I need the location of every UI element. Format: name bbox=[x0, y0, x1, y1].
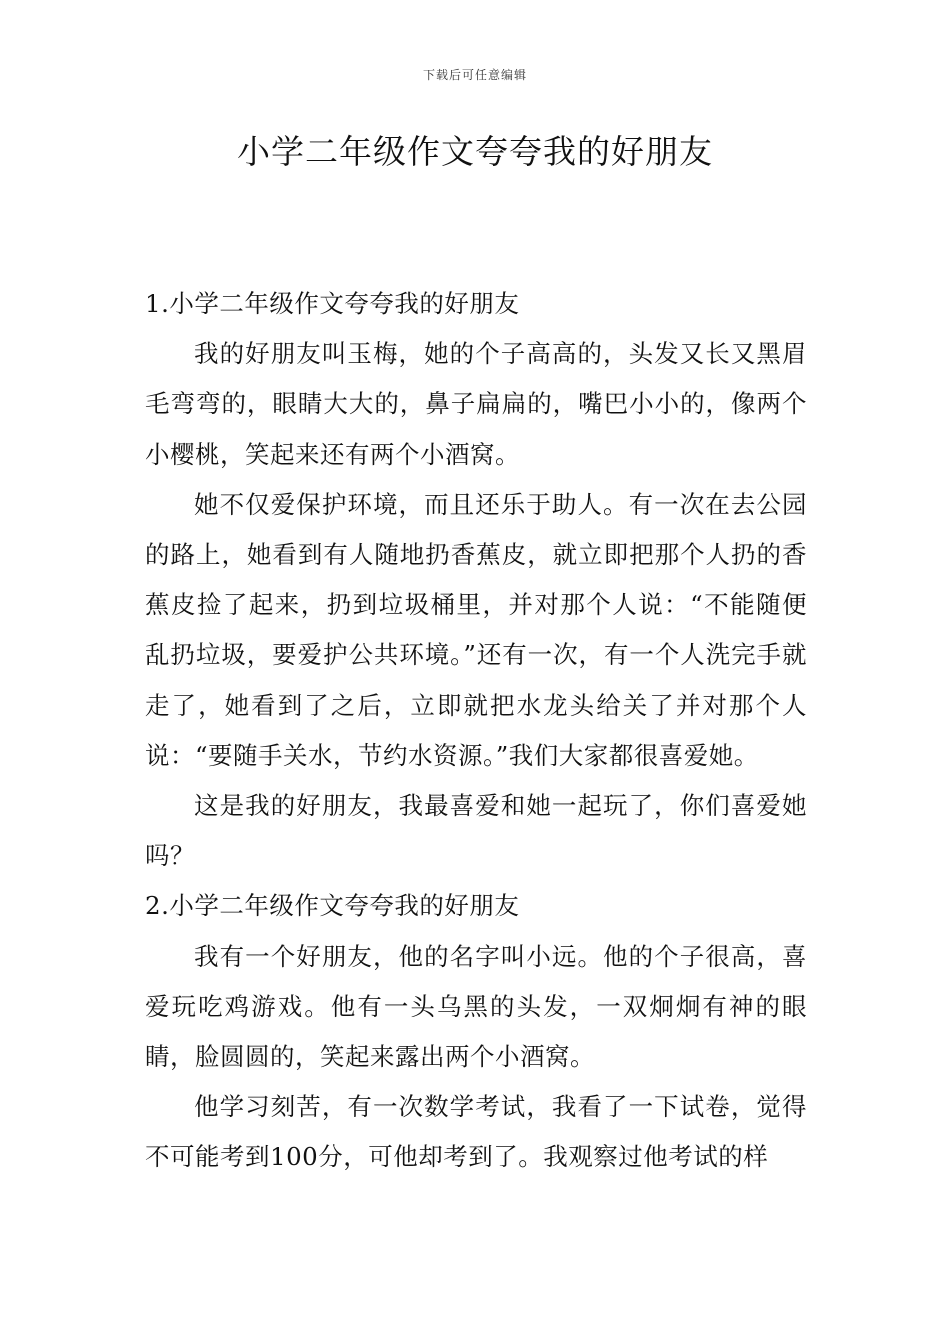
header-note: 下载后可任意编辑 bbox=[422, 68, 527, 82]
paragraph: 他学习刻苦，有一次数学考试，我看了一下试卷，觉得不可能考到100分，可他却考到了。我观察过他考试的样 bbox=[145, 1092, 807, 1172]
document-title: 小学二年级作文夸夸我的好朋友 bbox=[237, 132, 713, 171]
paragraph: 我有一个好朋友，他的名字叫小远。他的个子很高，喜爱玩吃鸡游戏。他有一头乌黑的头发，一双炯炯有神的眼睛，脸圆圆的，笑起来露出两个小酒窝。 bbox=[145, 941, 807, 1072]
paragraph: 我的好朋友叫玉梅，她的个子高高的，头发又长又黑眉毛弯弯的，眼睛大大的，鼻子扁扁的，嘴巴小小的，像两个小樱桃，笑起来还有两个小酒窝。 bbox=[145, 339, 807, 469]
paragraph: 这是我的好朋友，我最喜爱和她一起玩了，你们喜爱她吗？ bbox=[145, 791, 807, 871]
paragraph: 她不仅爱保护环境，而且还乐于助人。有一次在去公园的路上，她看到有人随地扔香蕉皮，就立即把那个人扔的香蕉皮捡了起来，扔到垃圾桶里，并对那个人说：“不能随便乱扔垃圾，要爱护公共环境。”还有一次，有一个人洗完手就走了，她看到了之后，立即就把水龙头给关了并对那个人说：“要随手关水，节约水资源。”我们大家都很喜爱她。 bbox=[145, 489, 807, 770]
section-heading: 1.小学二年级作文夸夸我的好朋友 bbox=[145, 289, 520, 318]
section-heading: 2.小学二年级作文夸夸我的好朋友 bbox=[145, 891, 520, 921]
document-body bbox=[145, 279, 807, 1183]
